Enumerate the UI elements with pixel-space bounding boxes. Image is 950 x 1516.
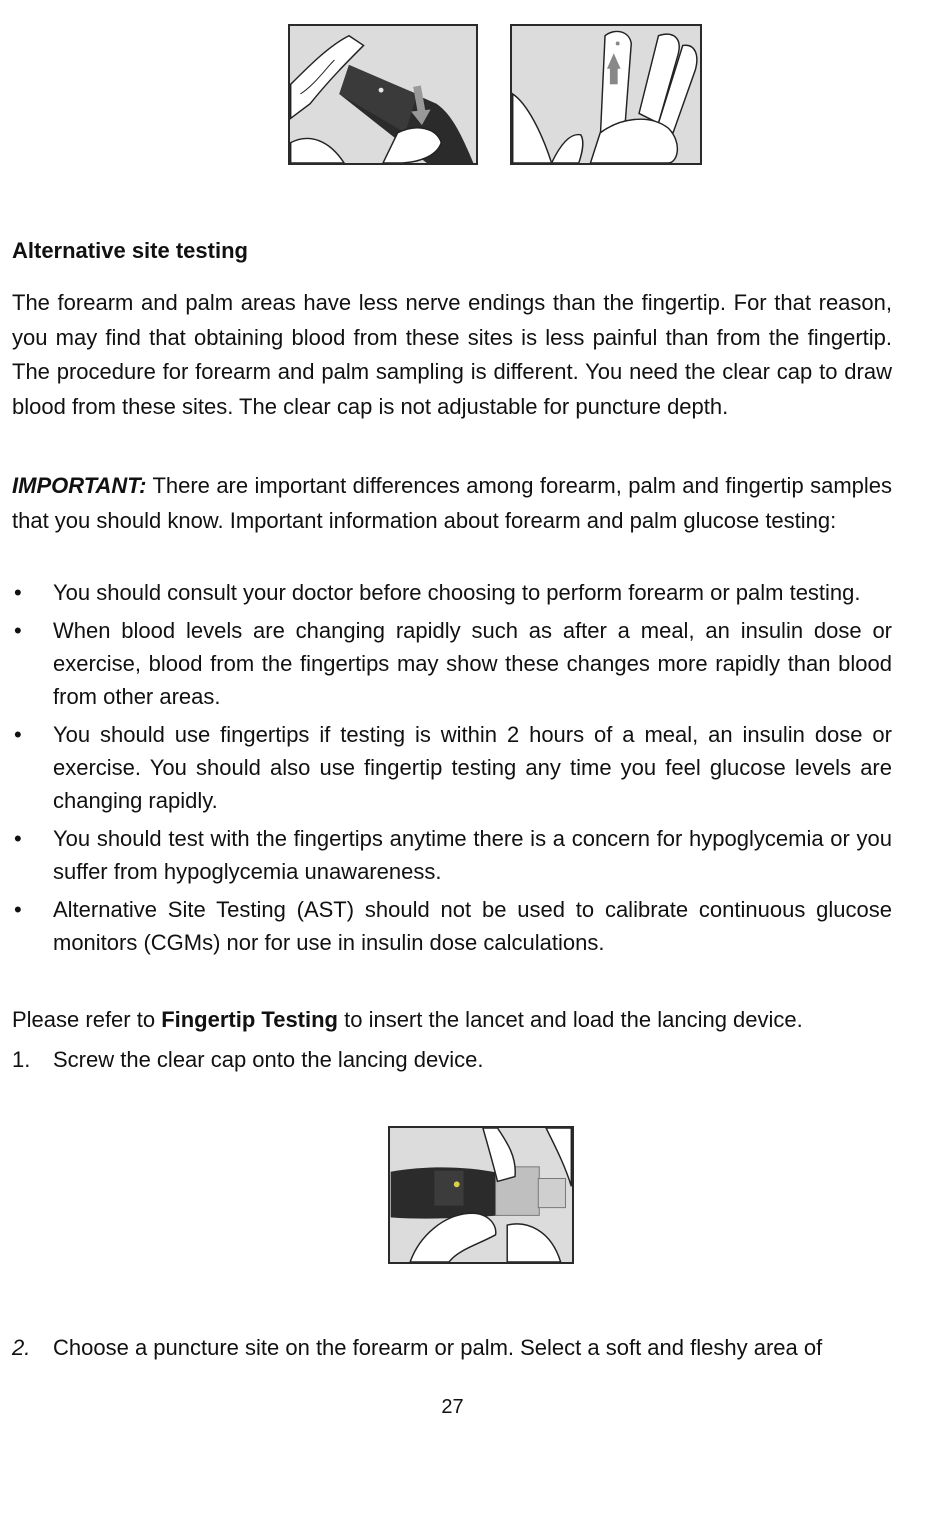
refer-text-after: to insert the lancet and load the lancing device. xyxy=(338,1007,803,1032)
lancing-device-illustration xyxy=(290,26,476,163)
important-text: There are important differences among forearm, palm and fingertip samples that you should know. Important information about forearm and palm glucose testing: xyxy=(12,473,892,533)
list-item xyxy=(12,576,892,609)
fingertip-testing-reference: Fingertip Testing xyxy=(161,1007,338,1032)
step-text: Screw the clear cap onto the lancing device. xyxy=(53,1047,484,1072)
section-heading: Alternative site testing xyxy=(12,238,248,263)
important-label: IMPORTANT: xyxy=(12,473,147,498)
clear-cap-illustration xyxy=(390,1128,572,1262)
bullet-icon: • xyxy=(14,897,22,922)
list-item xyxy=(12,718,892,817)
page-number: 27 xyxy=(441,1396,464,1418)
list-item xyxy=(12,893,892,959)
refer-paragraph xyxy=(12,1003,892,1038)
list-item-text: When blood levels are changing rapidly such as after a meal, an insulin dose or exercise, blood from the fingertips may show these changes more rapidly than blood from other areas. xyxy=(53,618,892,709)
bullet-icon: • xyxy=(14,580,22,605)
important-bullet-list xyxy=(12,576,892,964)
lancing-device-figure xyxy=(288,24,478,165)
fingertip-figure xyxy=(510,24,702,165)
step-number: 2. xyxy=(12,1335,31,1360)
important-paragraph xyxy=(12,469,892,538)
bullet-icon: • xyxy=(14,618,22,643)
list-item xyxy=(12,614,892,713)
list-item-text: You should test with the fingertips anytime there is a concern for hypoglycemia or you suffer from hypoglycemia unawareness. xyxy=(53,826,892,884)
step-text: Choose a puncture site on the forearm or palm. Select a soft and fleshy area of xyxy=(53,1335,823,1360)
intro-paragraph: The forearm and palm areas have less nerve endings than the fingertip. For that reason, you may find that obtaining blood from these sites is less painful than from the fingertip. The procedure for forearm and palm sampling is different. You need the clear cap to draw blood from these sites. The clear cap is not adjustable for puncture depth. xyxy=(12,290,892,419)
list-item-text: You should use fingertips if testing is within 2 hours of a meal, an insulin dose or exercise. You should also use fingertip testing any time you feel glucose levels are changing rapidly. xyxy=(53,722,892,813)
clear-cap-figure xyxy=(388,1126,574,1264)
bullet-icon: • xyxy=(14,826,22,851)
list-item-text: You should consult your doctor before choosing to perform forearm or palm testing. xyxy=(53,580,861,605)
bullet-icon: • xyxy=(14,722,22,747)
list-item-text: Alternative Site Testing (AST) should not be used to calibrate continuous glucose monitors (CGMs) nor for use in insulin dose calculations. xyxy=(53,897,892,955)
step-number: 1. xyxy=(12,1047,31,1072)
fingertip-illustration xyxy=(512,26,700,163)
refer-text-before: Please refer to xyxy=(12,1007,162,1032)
list-item xyxy=(12,822,892,888)
